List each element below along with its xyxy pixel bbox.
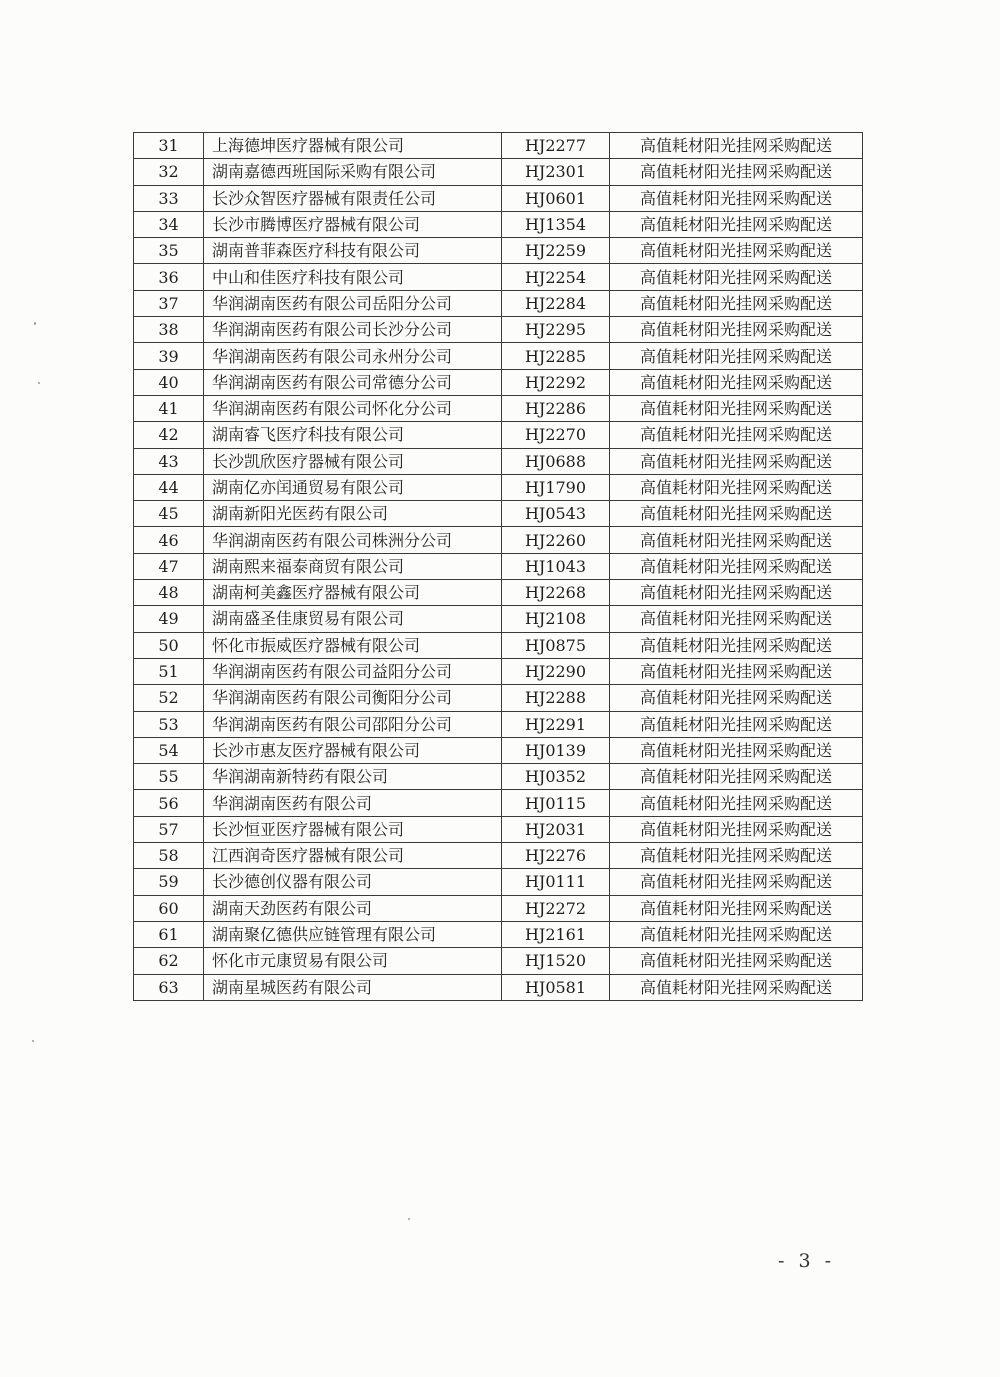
company-code: HJ2292	[502, 369, 610, 395]
company-code: HJ2286	[502, 395, 610, 421]
row-number: 36	[134, 264, 204, 290]
company-name: 华润湖南医药有限公司怀化分公司	[204, 395, 502, 421]
table-row	[134, 632, 863, 658]
company-code: HJ0111	[502, 869, 610, 895]
business-scope: 高值耗材阳光挂网采购配送	[610, 921, 863, 947]
scan-speck	[38, 382, 40, 384]
table-row	[134, 764, 863, 790]
company-code: HJ0115	[502, 790, 610, 816]
table-row	[134, 974, 863, 1000]
company-code: HJ2295	[502, 317, 610, 343]
table-row	[134, 606, 863, 632]
company-name: 怀化市元康贸易有限公司	[204, 948, 502, 974]
row-number: 41	[134, 395, 204, 421]
company-name: 长沙众智医疗器械有限责任公司	[204, 185, 502, 211]
company-code: HJ0543	[502, 501, 610, 527]
supplier-table	[133, 132, 863, 1001]
company-code: HJ1520	[502, 948, 610, 974]
table-row	[134, 816, 863, 842]
table-row	[134, 185, 863, 211]
company-code: HJ2288	[502, 685, 610, 711]
table-row	[134, 264, 863, 290]
business-scope: 高值耗材阳光挂网采购配送	[610, 606, 863, 632]
row-number: 49	[134, 606, 204, 632]
table-row	[134, 211, 863, 237]
company-code: HJ2285	[502, 343, 610, 369]
company-name: 华润湖南医药有限公司益阳分公司	[204, 658, 502, 684]
business-scope: 高值耗材阳光挂网采购配送	[610, 764, 863, 790]
business-scope: 高值耗材阳光挂网采购配送	[610, 895, 863, 921]
business-scope: 高值耗材阳光挂网采购配送	[610, 133, 863, 159]
company-code: HJ1043	[502, 553, 610, 579]
company-name: 华润湖南医药有限公司常德分公司	[204, 369, 502, 395]
business-scope: 高值耗材阳光挂网采购配送	[610, 948, 863, 974]
company-name: 华润湖南医药有限公司衡阳分公司	[204, 685, 502, 711]
company-name: 怀化市振威医疗器械有限公司	[204, 632, 502, 658]
company-name: 长沙凯欣医疗器械有限公司	[204, 448, 502, 474]
table-row	[134, 843, 863, 869]
table-row	[134, 921, 863, 947]
company-code: HJ0875	[502, 632, 610, 658]
business-scope: 高值耗材阳光挂网采购配送	[610, 790, 863, 816]
company-name: 湖南天劲医药有限公司	[204, 895, 502, 921]
row-number: 45	[134, 501, 204, 527]
row-number: 56	[134, 790, 204, 816]
company-code: HJ0352	[502, 764, 610, 790]
company-code: HJ2270	[502, 422, 610, 448]
company-name: 湖南盛圣佳康贸易有限公司	[204, 606, 502, 632]
table-row	[134, 395, 863, 421]
company-code: HJ2259	[502, 238, 610, 264]
company-name: 湖南亿亦闰通贸易有限公司	[204, 474, 502, 500]
company-code: HJ1790	[502, 474, 610, 500]
business-scope: 高值耗材阳光挂网采购配送	[610, 264, 863, 290]
company-name: 湖南星城医药有限公司	[204, 974, 502, 1000]
table-row	[134, 133, 863, 159]
business-scope: 高值耗材阳光挂网采购配送	[610, 474, 863, 500]
company-name: 湖南睿飞医疗科技有限公司	[204, 422, 502, 448]
company-name: 湖南普菲森医疗科技有限公司	[204, 238, 502, 264]
row-number: 53	[134, 711, 204, 737]
company-name: 湖南熙来福泰商贸有限公司	[204, 553, 502, 579]
row-number: 35	[134, 238, 204, 264]
row-number: 31	[134, 133, 204, 159]
table-row	[134, 711, 863, 737]
table-row	[134, 948, 863, 974]
company-code: HJ2260	[502, 527, 610, 553]
company-code: HJ2272	[502, 895, 610, 921]
business-scope: 高值耗材阳光挂网采购配送	[610, 974, 863, 1000]
business-scope: 高值耗材阳光挂网采购配送	[610, 580, 863, 606]
company-name: 华润湖南医药有限公司永州分公司	[204, 343, 502, 369]
table-row	[134, 790, 863, 816]
row-number: 43	[134, 448, 204, 474]
company-code: HJ1354	[502, 211, 610, 237]
table-row	[134, 580, 863, 606]
table-row	[134, 737, 863, 763]
company-name: 华润湖南医药有限公司株洲分公司	[204, 527, 502, 553]
business-scope: 高值耗材阳光挂网采购配送	[610, 343, 863, 369]
business-scope: 高值耗材阳光挂网采购配送	[610, 527, 863, 553]
table-row	[134, 685, 863, 711]
company-code: HJ2284	[502, 290, 610, 316]
business-scope: 高值耗材阳光挂网采购配送	[610, 501, 863, 527]
row-number: 52	[134, 685, 204, 711]
company-code: HJ0139	[502, 737, 610, 763]
row-number: 58	[134, 843, 204, 869]
business-scope: 高值耗材阳光挂网采购配送	[610, 869, 863, 895]
row-number: 44	[134, 474, 204, 500]
scan-speck	[408, 1218, 410, 1220]
company-code: HJ2277	[502, 133, 610, 159]
company-code: HJ2161	[502, 921, 610, 947]
company-name: 中山和佳医疗科技有限公司	[204, 264, 502, 290]
table-row	[134, 658, 863, 684]
page-number: - 3 -	[778, 1250, 836, 1272]
row-number: 59	[134, 869, 204, 895]
company-name: 长沙德创仪器有限公司	[204, 869, 502, 895]
company-code: HJ2276	[502, 843, 610, 869]
row-number: 60	[134, 895, 204, 921]
company-name: 上海德坤医疗器械有限公司	[204, 133, 502, 159]
business-scope: 高值耗材阳光挂网采购配送	[610, 317, 863, 343]
company-name: 湖南聚亿德供应链管理有限公司	[204, 921, 502, 947]
business-scope: 高值耗材阳光挂网采购配送	[610, 816, 863, 842]
company-code: HJ2254	[502, 264, 610, 290]
row-number: 40	[134, 369, 204, 395]
company-code: HJ2108	[502, 606, 610, 632]
business-scope: 高值耗材阳光挂网采购配送	[610, 711, 863, 737]
company-code: HJ2268	[502, 580, 610, 606]
table-row	[134, 422, 863, 448]
row-number: 33	[134, 185, 204, 211]
table-row	[134, 474, 863, 500]
business-scope: 高值耗材阳光挂网采购配送	[610, 238, 863, 264]
business-scope: 高值耗材阳光挂网采购配送	[610, 369, 863, 395]
table-row	[134, 527, 863, 553]
row-number: 32	[134, 159, 204, 185]
table-row	[134, 369, 863, 395]
company-name: 华润湖南医药有限公司	[204, 790, 502, 816]
company-name: 长沙市腾博医疗器械有限公司	[204, 211, 502, 237]
row-number: 37	[134, 290, 204, 316]
row-number: 38	[134, 317, 204, 343]
row-number: 39	[134, 343, 204, 369]
scan-speck	[32, 1040, 34, 1042]
table-row	[134, 501, 863, 527]
company-name: 江西润奇医疗器械有限公司	[204, 843, 502, 869]
table-row	[134, 895, 863, 921]
row-number: 34	[134, 211, 204, 237]
business-scope: 高值耗材阳光挂网采购配送	[610, 737, 863, 763]
table-row	[134, 343, 863, 369]
company-code: HJ2301	[502, 159, 610, 185]
table-row	[134, 238, 863, 264]
row-number: 51	[134, 658, 204, 684]
business-scope: 高值耗材阳光挂网采购配送	[610, 185, 863, 211]
row-number: 62	[134, 948, 204, 974]
company-name: 湖南柯美鑫医疗器械有限公司	[204, 580, 502, 606]
row-number: 46	[134, 527, 204, 553]
company-code: HJ0688	[502, 448, 610, 474]
company-name: 湖南新阳光医药有限公司	[204, 501, 502, 527]
row-number: 48	[134, 580, 204, 606]
row-number: 54	[134, 737, 204, 763]
row-number: 61	[134, 921, 204, 947]
row-number: 42	[134, 422, 204, 448]
row-number: 47	[134, 553, 204, 579]
table-row	[134, 290, 863, 316]
business-scope: 高值耗材阳光挂网采购配送	[610, 395, 863, 421]
company-name: 华润湖南医药有限公司邵阳分公司	[204, 711, 502, 737]
business-scope: 高值耗材阳光挂网采购配送	[610, 658, 863, 684]
table-row	[134, 159, 863, 185]
business-scope: 高值耗材阳光挂网采购配送	[610, 553, 863, 579]
business-scope: 高值耗材阳光挂网采购配送	[610, 685, 863, 711]
company-name: 长沙恒亚医疗器械有限公司	[204, 816, 502, 842]
company-name: 长沙市惠友医疗器械有限公司	[204, 737, 502, 763]
scan-speck	[34, 322, 36, 325]
business-scope: 高值耗材阳光挂网采购配送	[610, 290, 863, 316]
row-number: 57	[134, 816, 204, 842]
table-row	[134, 869, 863, 895]
company-name: 华润湖南医药有限公司岳阳分公司	[204, 290, 502, 316]
table-row	[134, 448, 863, 474]
row-number: 55	[134, 764, 204, 790]
table-row	[134, 553, 863, 579]
supplier-table-body	[134, 133, 863, 1001]
company-code: HJ2031	[502, 816, 610, 842]
business-scope: 高值耗材阳光挂网采购配送	[610, 159, 863, 185]
company-code: HJ2291	[502, 711, 610, 737]
company-code: HJ0581	[502, 974, 610, 1000]
table-row	[134, 317, 863, 343]
company-name: 华润湖南新特药有限公司	[204, 764, 502, 790]
company-code: HJ2290	[502, 658, 610, 684]
business-scope: 高值耗材阳光挂网采购配送	[610, 422, 863, 448]
business-scope: 高值耗材阳光挂网采购配送	[610, 843, 863, 869]
business-scope: 高值耗材阳光挂网采购配送	[610, 211, 863, 237]
company-code: HJ0601	[502, 185, 610, 211]
company-name: 华润湖南医药有限公司长沙分公司	[204, 317, 502, 343]
business-scope: 高值耗材阳光挂网采购配送	[610, 632, 863, 658]
company-name: 湖南嘉德西班国际采购有限公司	[204, 159, 502, 185]
row-number: 50	[134, 632, 204, 658]
row-number: 63	[134, 974, 204, 1000]
business-scope: 高值耗材阳光挂网采购配送	[610, 448, 863, 474]
